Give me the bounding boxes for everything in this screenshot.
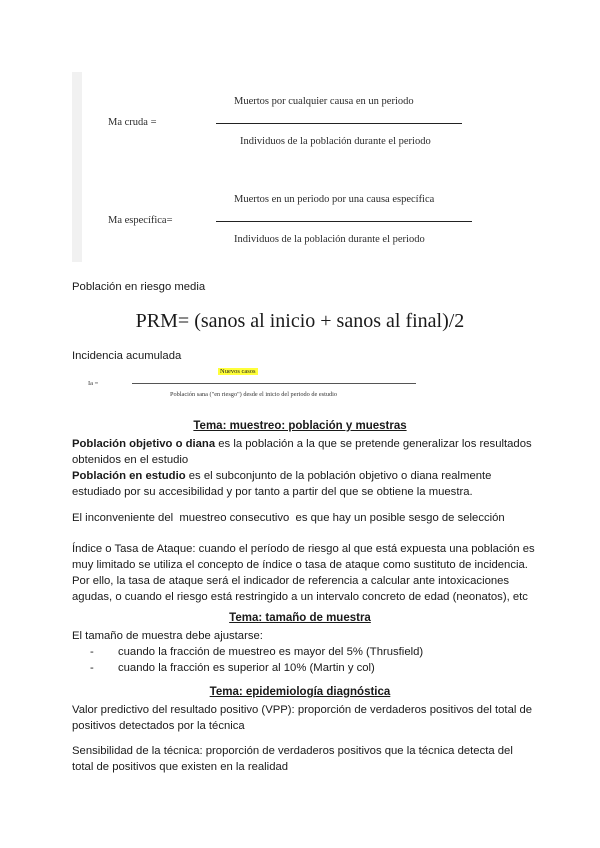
text-line: es la población a la que se pretende generalizar los resultados — [215, 438, 532, 450]
paragraph-vpp — [72, 702, 542, 734]
text-line: muy limitado se utiliza el concepto de índice o tasa de ataque como sustituto de incidencia. — [72, 559, 528, 571]
incidencia-lhs: Ia = — [88, 380, 99, 387]
tamano-intro: El tamaño de muestra debe ajustarse: — [72, 630, 263, 642]
term-poblacion-objetivo: Población objetivo o diana — [72, 438, 216, 450]
incidencia-label: Incidencia acumulada — [72, 350, 182, 362]
heading-tamano: Tema: tamaño de muestra — [229, 612, 371, 624]
text-line: Índice o Tasa de Ataque: cuando el período de riesgo al que está expuesta una población es — [72, 543, 535, 555]
specific-denominator: Individuos de la población durante el periodo — [234, 234, 425, 245]
image-border — [72, 72, 82, 262]
list-item — [90, 660, 375, 676]
crude-denominator: Individuos de la población durante el periodo — [240, 136, 431, 147]
text-line: estudiado por su accesibilidad y por tanto a partir del que se obtiene la muestra. — [72, 486, 473, 498]
heading-muestreo: Tema: muestreo: población y muestras — [193, 420, 407, 432]
text-line: Valor predictivo del resultado positivo (VPP): proporción de verdaderos positivos del total de — [72, 704, 533, 716]
text-line: es el subconjunto de la población objetivo o diana realmente — [185, 470, 492, 482]
text-line: Sensibilidad de la técnica: proporción de verdaderos positivos que la técnica detecta del — [72, 745, 513, 757]
mortality-formula-image — [72, 72, 530, 262]
specific-fraction-line — [216, 221, 472, 222]
paragraph-tasa-ataque — [72, 541, 542, 605]
incidencia-formula-image — [72, 364, 432, 404]
prm-formula: PRM= (sanos al inicio + sanos al final)/2 — [135, 310, 465, 332]
heading-diagnostica: Tema: epidemiología diagnóstica — [209, 686, 391, 698]
paragraph-poblacion-objetivo — [72, 436, 542, 500]
paragraph-muestreo-consecutivo: El inconveniente del muestreo consecutivo es que hay un posible sesgo de selección — [72, 512, 505, 524]
specific-label: Ma específica= — [108, 215, 173, 226]
list-item — [90, 644, 424, 660]
term-poblacion-estudio: Población en estudio — [72, 470, 186, 482]
bullet-dash: - — [90, 646, 94, 658]
prm-label: Población en riesgo media — [72, 281, 206, 293]
list-item-text: cuando la fracción de muestreo es mayor del 5% (Thrusfield) — [118, 646, 424, 658]
incidencia-numerator: Nuevos casos — [220, 368, 256, 375]
bullet-dash: - — [90, 662, 94, 674]
crude-numerator: Muertos por cualquier causa en un periodo — [234, 96, 414, 107]
text-line: Por ello, la tasa de ataque será el indicador de referencia a calcular ante intoxicaciones — [72, 575, 510, 587]
text-line: total de positivos que existen en la realidad — [72, 761, 289, 773]
list-item-text: cuando la fracción es superior al 10% (Martin y col) — [118, 662, 375, 674]
text-line: obtenidos en el estudio — [72, 454, 189, 466]
incidencia-denominator: Población sana ("en riesgo") desde el inicio del periodo de estudio — [170, 391, 338, 398]
specific-numerator: Muertos en un periodo por una causa específica — [234, 194, 435, 205]
incidencia-fraction-line — [132, 383, 416, 384]
paragraph-sensibilidad — [72, 743, 542, 775]
text-line: agudas, o cuando el riesgo está restringido a un intervalo concreto de edad (neonatos), etc — [72, 591, 528, 603]
text-line: positivos detectados por la técnica — [72, 720, 245, 732]
crude-fraction-line — [216, 123, 462, 124]
crude-label: Ma cruda = — [108, 117, 157, 128]
